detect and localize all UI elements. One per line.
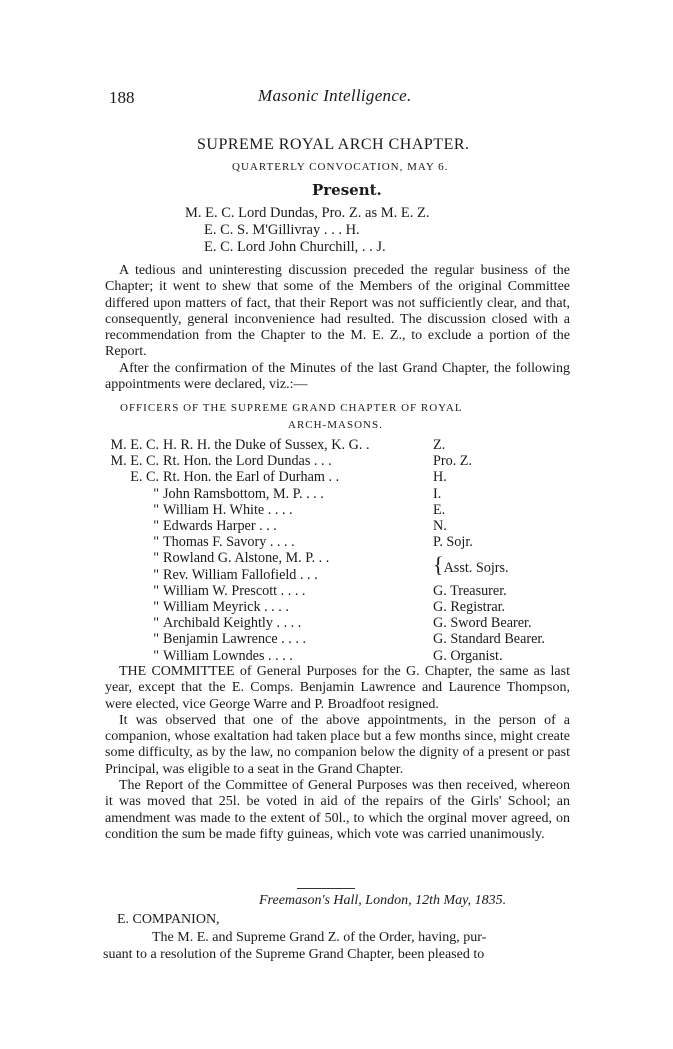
- paragraph-text: The Report of the Committee of General Purposes was then received, whereon it was moved that 25l. be voted in aid of the repairs of the Girls' School; an amendment was made to the extent of 50l., to which the orginal mover agreed, on condition the sum be made fifty guineas, which vote was carried unanimously.: [105, 778, 570, 842]
- table-row: [104, 469, 583, 485]
- paragraph-text: After the confirmation of the Minutes of the last Grand Chapter, the following appointments were declared, viz.:—: [105, 360, 570, 393]
- letter-body-line-2: suant to a resolution of the Supreme Grand Chapter, been pleased to: [103, 947, 485, 962]
- section-subtitle: QUARTERLY CONVOCATION, MAY 6.: [232, 161, 449, 173]
- officer-name: Edwards Harper . . .: [163, 518, 277, 535]
- table-row: [104, 648, 583, 664]
- officer-name: Benjamin Lawrence . . . .: [163, 631, 307, 648]
- officers-heading-cont: ARCH-MASONS.: [288, 419, 383, 431]
- brace-icon: {: [433, 552, 444, 578]
- officer-name: William H. White . . . .: [163, 501, 293, 518]
- officer-office: G. Standard Bearer.: [433, 631, 545, 648]
- table-row: [104, 453, 583, 469]
- officer-name: Rt. Hon. the Lord Dundas . . .: [163, 453, 332, 470]
- officers-heading: OFFICERS OF THE SUPREME GRAND CHAPTER OF ROYAL: [120, 402, 463, 414]
- officer-name: Thomas F. Savory . . . .: [163, 534, 295, 551]
- officer-office: Pro. Z.: [433, 453, 473, 470]
- paragraph-committee: [105, 664, 570, 843]
- present-line-2: E. C. S. M'Gillivray . . . H.: [204, 222, 360, 238]
- table-row: [104, 615, 583, 631]
- present-heading: Present.: [312, 181, 382, 199]
- section-title: SUPREME ROYAL ARCH CHAPTER.: [197, 136, 470, 153]
- present-line-1: M. E. C. Lord Dundas, Pro. Z. as M. E. Z.: [185, 205, 430, 221]
- divider-rule: [297, 888, 355, 889]
- officer-office: H.: [433, 469, 447, 486]
- table-row: [104, 599, 583, 615]
- letter-body-line-1: The M. E. and Supreme Grand Z. of the Order, having, pur-: [152, 930, 487, 945]
- officer-rank: ": [153, 566, 159, 583]
- officer-office: I.: [433, 485, 442, 502]
- table-row: [104, 550, 583, 566]
- officer-name: John Ramsbottom, M. P. . . .: [163, 485, 324, 502]
- officer-rank: ": [153, 485, 159, 502]
- paragraph-text: A tedious and uninteresting discussion preceded the regular business of the Chapter; it went to shew that some of the Members of the original Committee differed upon matters of fact, that their Report was not sufficiently clear, and that, consequently, general inconvenience had resulted. The discussion closed with a recommendation from the Chapter to the M. E. Z., to exclude a portion of the Report.: [105, 263, 570, 360]
- officer-name: William Meyrick . . . .: [163, 599, 289, 616]
- letter-salutation: E. COMPANION,: [117, 912, 220, 927]
- officers-table: [104, 437, 583, 664]
- running-title: Masonic Intelligence.: [258, 86, 412, 105]
- officer-office: N.: [433, 518, 447, 535]
- officer-office: G. Registrar.: [433, 599, 506, 616]
- paragraph-text: THE COMMITTEE of General Purposes for the G. Chapter, the same as last year, except that the E. Comps. Benjamin Lawrence and Laurence Thompson, were elected, vice George Warre and P. Broadfoot resigned.: [105, 664, 570, 712]
- officer-name: Rev. William Fallofield . . .: [163, 566, 318, 583]
- officer-office: P. Sojr.: [433, 534, 473, 551]
- officer-name: Archibald Keightly . . . .: [163, 615, 302, 632]
- officer-name: H. R. H. the Duke of Sussex, K. G. .: [163, 437, 370, 453]
- present-line-3: E. C. Lord John Churchill, . . J.: [204, 239, 386, 255]
- table-row: [104, 518, 583, 534]
- officer-office: E.: [433, 501, 446, 518]
- officer-rank: ": [153, 501, 159, 518]
- officer-rank: E. C.: [130, 469, 159, 486]
- officer-office-joint: [433, 550, 583, 582]
- paragraph-discussion: [105, 263, 570, 393]
- officer-name: Rowland G. Alstone, M. P. . .: [163, 550, 330, 567]
- table-row: [104, 437, 583, 453]
- officer-office: G. Organist.: [433, 647, 503, 664]
- officer-rank: ": [153, 534, 159, 551]
- officer-office: Asst. Sojrs.: [443, 560, 509, 577]
- letter-dateline: Freemason's Hall, London, 12th May, 1835.: [259, 893, 507, 908]
- officer-rank: ": [153, 647, 159, 664]
- officer-rank: ": [153, 631, 159, 648]
- officer-name: William W. Prescott . . . .: [163, 582, 306, 599]
- table-row: [104, 631, 583, 647]
- page-number: 188: [109, 88, 135, 107]
- paragraph-text: It was observed that one of the above appointments, in the person of a companion, whose exaltation had taken place but a few months since, might create some difficulty, as by the law, no companion below the dignity of a present or past Principal, was eligible to a seat in the Grand Chapter.: [105, 712, 570, 777]
- officer-rank: ": [153, 582, 159, 599]
- officer-rank: M. E. C.: [110, 437, 159, 453]
- officer-rank: ": [153, 518, 159, 535]
- officer-rank: ": [153, 599, 159, 616]
- officer-office: G. Sword Bearer.: [433, 615, 532, 632]
- officer-office: Z.: [433, 437, 446, 453]
- table-row: [104, 583, 583, 599]
- officer-rank: M. E. C.: [110, 453, 159, 470]
- table-row: [104, 534, 583, 550]
- officer-rank: ": [153, 615, 159, 632]
- officer-name: Rt. Hon. the Earl of Durham . .: [163, 469, 340, 486]
- officer-rank: ": [153, 550, 159, 567]
- table-row: [104, 502, 583, 518]
- officer-name: William Lowndes . . . .: [163, 647, 293, 664]
- officer-office: G. Treasurer.: [433, 582, 507, 599]
- table-row: [104, 486, 583, 502]
